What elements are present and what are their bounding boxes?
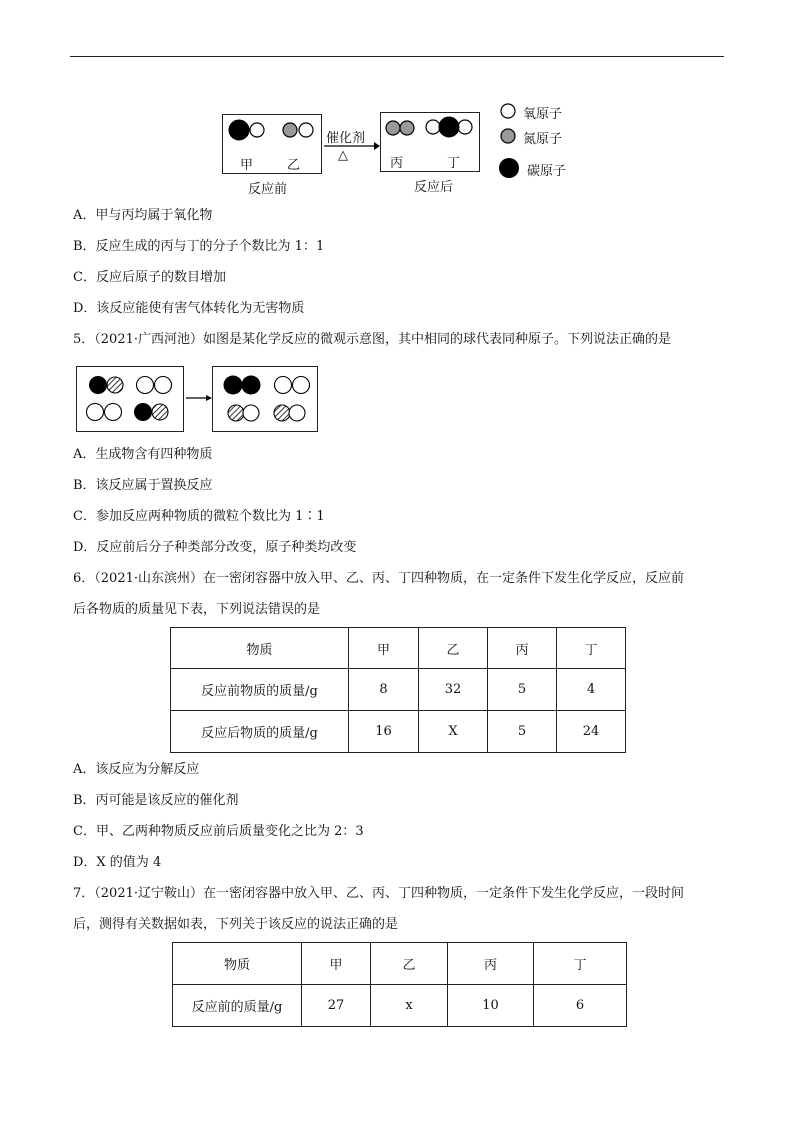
q4-label-after: 反应后 [414,180,454,195]
q4-reaction-arrow [322,140,382,152]
table-cell: 物质 [173,943,302,985]
nitrogen-atom-icon [501,129,515,143]
q5-molecule-oo-1 [137,377,172,394]
q4-before-molecules [222,114,322,154]
q4-label-yi: 乙 [287,158,301,173]
q4-legend-symbols [496,100,526,180]
table-cell: 6 [534,985,627,1027]
q4-option-d: D．该反应能使有害气体转化为无害物质 [73,301,305,316]
q4-label-bing: 丙 [390,156,404,171]
table-cell: 27 [302,985,371,1027]
q5-molecule-bo-2 [274,405,305,421]
q7-stem-line1: 7．（2021·辽宁鞍山）在一密闭容器中放入甲、乙、丙、丁四种物质，一定条件下发生化学反应，一段时间 [73,886,684,901]
q5-molecule-oo-3 [275,377,310,394]
table-header-row [171,628,626,669]
q7-stem-line2: 后，测得有关数据如表，下列关于该反应的说法正确的是 [73,917,399,932]
q5-molecule-ab [89,376,123,394]
q6-mass-table [170,627,626,753]
q5-stem: 5．（2021·广西河池）如图是某化学反应的微观示意图，其中相同的球代表同种原子。下列说法正确的是 [73,332,671,347]
table-cell: 5 [488,669,557,711]
header-rule [70,56,724,57]
table-cell: 32 [419,669,488,711]
table-cell: 物质 [171,628,349,669]
q5-molecule-aa [224,376,261,395]
table-cell: 乙 [371,943,448,985]
q6-stem-line2: 后各物质的质量见下表，下列说法错误的是 [73,602,321,617]
carbon-atom-icon [499,158,519,178]
q5-molecule-bo-1 [228,405,259,421]
q5-molecule-ab-2 [134,403,168,421]
q5-option-c: C．参加反应两种物质的微粒个数比为 1∶1 [73,509,325,524]
q5-after-molecules [212,366,320,434]
table-cell: 反应后物质的质量/g [171,711,349,753]
table-cell: 5 [488,711,557,753]
q4-molecule-no [283,123,313,137]
table-cell: 8 [349,669,419,711]
q4-after-molecules [380,112,480,152]
table-cell: 丙 [448,943,534,985]
oxygen-atom-icon [501,104,515,118]
q6-stem-line1: 6．（2021·山东滨州）在一密闭容器中放入甲、乙、丙、丁四种物质，在一定条件下发生化学反应，反应前 [73,571,684,586]
q7-mass-table [172,942,627,1027]
table-cell: 丁 [557,628,626,669]
q4-option-c: C．反应后原子的数目增加 [73,270,226,285]
q6-option-a: A．该反应为分解反应 [73,762,200,777]
q5-before-molecules [76,366,186,434]
table-row [171,669,626,711]
q4-legend-nitrogen: 氮原子 [523,132,563,147]
table-cell: 16 [349,711,419,753]
q5-reaction-arrow [184,392,214,404]
table-cell: 丙 [488,628,557,669]
q5-option-d: D．反应前后分子种类部分改变，原子种类均改变 [73,540,357,555]
table-cell: 甲 [349,628,419,669]
q4-label-before: 反应前 [248,182,288,197]
table-cell: x [371,985,448,1027]
q4-heat-symbol: △ [338,148,348,163]
table-cell: 24 [557,711,626,753]
table-cell: 乙 [419,628,488,669]
q5-option-a: A．生成物含有四种物质 [73,447,213,462]
table-cell: X [419,711,488,753]
table-cell: 4 [557,669,626,711]
table-header-row [173,943,627,985]
table-row [173,985,627,1027]
q5-molecule-oo-2 [87,404,122,421]
q6-option-c: C．甲、乙两种物质反应前后质量变化之比为 2：3 [73,824,364,839]
table-cell: 10 [448,985,534,1027]
q6-option-b: B．丙可能是该反应的催化剂 [73,793,239,808]
table-cell: 甲 [302,943,371,985]
q6-option-d: D．X 的值为 4 [73,855,162,870]
q4-label-ding: 丁 [447,156,461,171]
q4-molecule-co [229,120,264,140]
q4-molecule-n2 [386,121,414,135]
q4-label-jia: 甲 [240,158,254,173]
q4-molecule-co2 [426,117,472,137]
q4-legend-carbon: 碳原子 [527,164,567,179]
table-cell: 反应前的质量/g [173,985,302,1027]
table-row [171,711,626,753]
q4-option-a: A．甲与丙均属于氧化物 [73,208,213,223]
q4-legend-oxygen: 氧原子 [523,107,563,122]
table-cell: 反应前物质的质量/g [171,669,349,711]
q4-option-b: B．反应生成的丙与丁的分子个数比为 1：1 [73,239,325,254]
table-cell: 丁 [534,943,627,985]
q4-catalyst-label: 催化剂 [326,131,366,146]
q5-option-b: B．该反应属于置换反应 [73,478,213,493]
